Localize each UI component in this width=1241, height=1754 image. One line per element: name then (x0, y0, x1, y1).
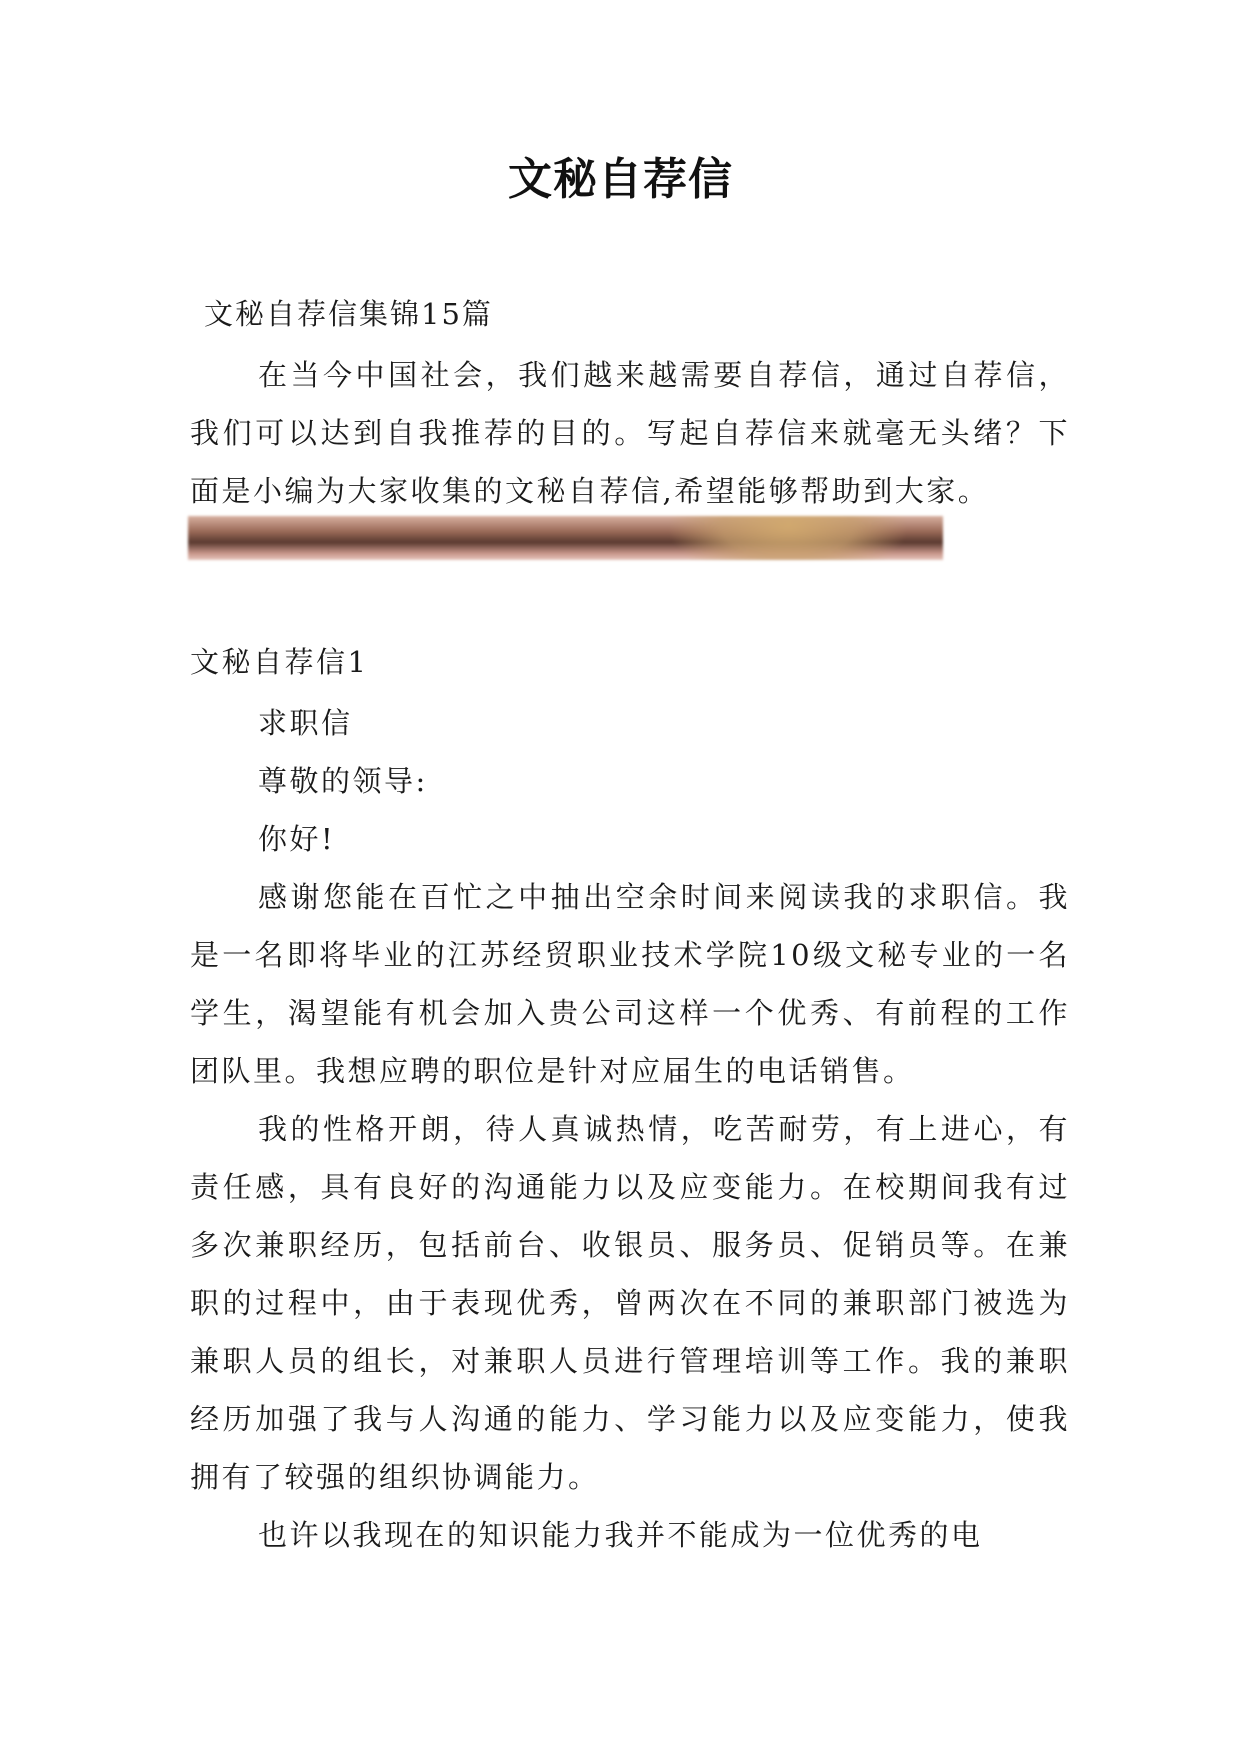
intro-block (190, 346, 1070, 520)
letter-paragraph: 感谢您能在百忙之中抽出空余时间来阅读我的求职信。我是一名即将毕业的江苏经贸职业技术学院10级文秘专业的一名学生，渴望能有机会加入贵公司这样一个优秀、有前程的工作团队里。我想应聘的职位是针对应届生的电话销售。 (190, 880, 1070, 1088)
letter-paragraph: 也许以我现在的知识能力我并不能成为一位优秀的电 (258, 1518, 983, 1552)
letter-body (190, 694, 1070, 1564)
letter-heading: 求职信 (258, 706, 353, 740)
banner-image (188, 516, 943, 560)
document-title: 文秘自荐信 (508, 154, 733, 205)
letter-paragraph: 我的性格开朗，待人真诚热情，吃苦耐劳，有上进心，有责任感，具有良好的沟通能力以及应变能力。在校期间我有过多次兼职经历，包括前台、收银员、服务员、促销员等。在兼职的过程中，由于表现优秀，曾两次在不同的兼职部门被选为兼职人员的组长，对兼职人员进行管理培训等工作。我的兼职经历加强了我与人沟通的能力、学习能力以及应变能力，使我拥有了较强的组织协调能力。 (190, 1112, 1070, 1494)
letter-greeting: 你好! (258, 822, 336, 856)
intro-paragraph: 在当今中国社会，我们越来越需要自荐信，通过自荐信，我们可以达到自我推荐的目的。写起自荐信来就毫无头绪？下面是小编为大家收集的文秘自荐信,希望能够帮助到大家。 (190, 358, 1070, 508)
letter-salutation: 尊敬的领导: (258, 764, 428, 798)
section-title: 文秘自荐信1 (190, 645, 369, 679)
document-subtitle: 文秘自荐信集锦15篇 (204, 297, 493, 331)
